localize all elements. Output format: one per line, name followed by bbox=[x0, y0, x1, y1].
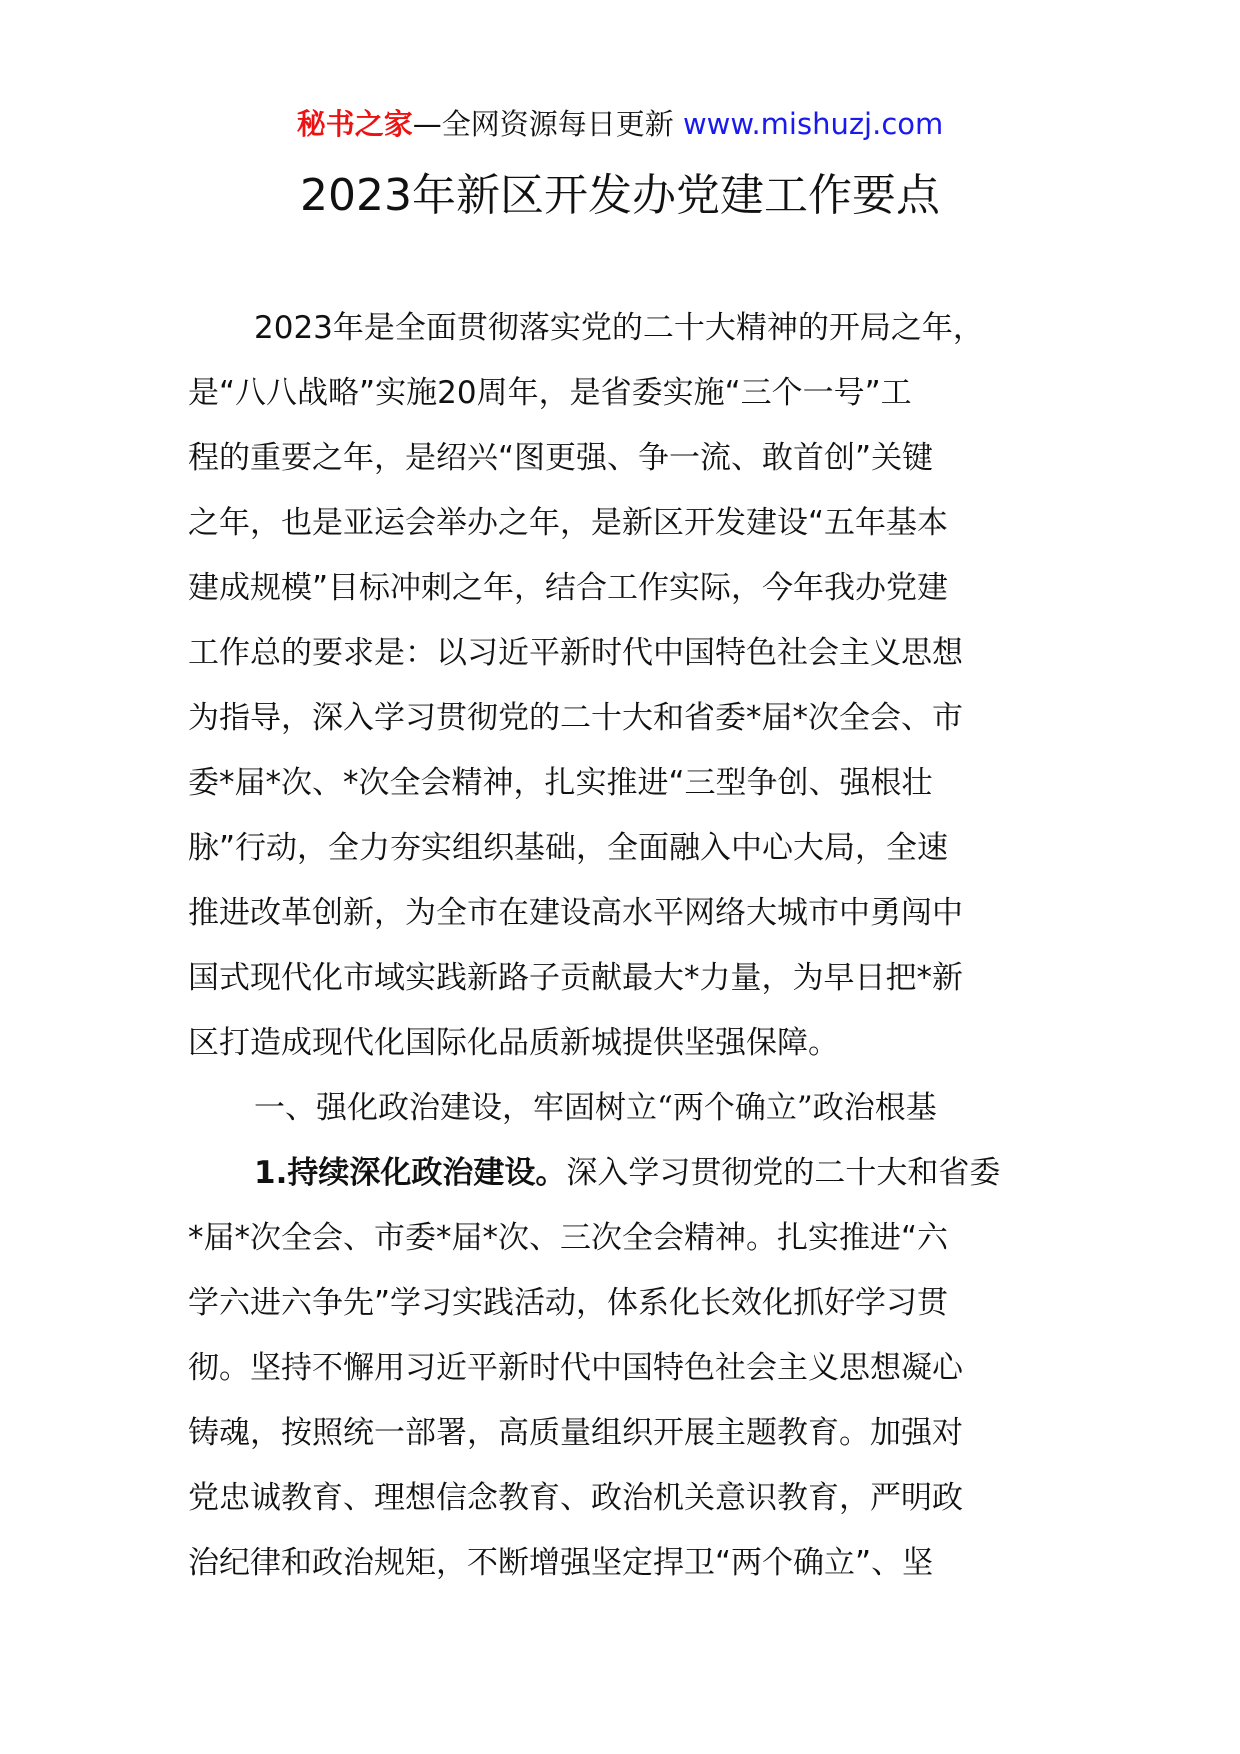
paragraph-line: 之年，也是亚运会举办之年，是新区开发建设“五年基本 bbox=[188, 505, 949, 541]
paragraph-line: 程的重要之年，是绍兴“图更强、争一流、敢首创”关键 bbox=[188, 440, 934, 476]
item-lead: 1.持续深化政治建设。 bbox=[254, 1155, 567, 1191]
paragraph-line: 2023年是全面贯彻落实党的二十大精神的开局之年， bbox=[254, 310, 984, 346]
paragraph-line: 工作总的要求是：以习近平新时代中国特色社会主义思想 bbox=[188, 635, 963, 671]
section-heading: 一、强化政治建设，牢固树立“两个确立”政治根基 bbox=[254, 1090, 937, 1126]
paragraph-line: 国式现代化市域实践新路子贡献最大*力量，为早日把*新 bbox=[188, 960, 963, 996]
document-title: 2023年新区开发办党建工作要点 bbox=[300, 170, 940, 221]
paragraph-line: 脉”行动，全力夯实组织基础，全面融入中心大局，全速 bbox=[188, 830, 949, 866]
item-line: *届*次全会、市委*届*次、三次全会精神。扎实推进“六 bbox=[188, 1220, 949, 1256]
site-brand: 秘书之家 bbox=[296, 107, 413, 141]
item-line: 学六进六争先”学习实践活动，体系化长效化抓好学习贯 bbox=[188, 1285, 949, 1321]
item-line: 治纪律和政治规矩，不断增强坚定捍卫“两个确立”、坚 bbox=[188, 1545, 934, 1581]
item-line: 铸魂，按照统一部署，高质量组织开展主题教育。加强对 bbox=[188, 1415, 963, 1451]
paragraph-line: 推进改革创新，为全市在建设高水平网络大城市中勇闯中 bbox=[188, 895, 963, 931]
paragraph-line: 区打造成现代化国际化品质新城提供坚强保障。 bbox=[188, 1025, 839, 1061]
site-tagline: —全网资源每日更新 bbox=[412, 107, 683, 141]
paragraph-line: 是“八八战略”实施20周年，是省委实施“三个一号”工 bbox=[188, 375, 912, 411]
site-url-link[interactable]: www.mishuzj.com bbox=[682, 107, 944, 141]
document-body bbox=[188, 296, 1060, 1596]
item-lead-rest: 深入学习贯彻党的二十大和省委 bbox=[566, 1155, 1001, 1191]
paragraph-line: 为指导，深入学习贯彻党的二十大和省委*届*次全会、市 bbox=[188, 700, 963, 736]
paragraph-line: 建成规模”目标冲刺之年，结合工作实际，今年我办党建 bbox=[188, 570, 949, 606]
paragraph-line: 委*届*次、*次全会精神，扎实推进“三型争创、强根壮 bbox=[188, 765, 933, 801]
item-line: 党忠诚教育、理想信念教育、政治机关意识教育，严明政 bbox=[188, 1480, 963, 1516]
item-line: 彻。坚持不懈用习近平新时代中国特色社会主义思想凝心 bbox=[188, 1350, 963, 1386]
site-header bbox=[0, 104, 1240, 144]
item-first-line bbox=[188, 1141, 1060, 1206]
